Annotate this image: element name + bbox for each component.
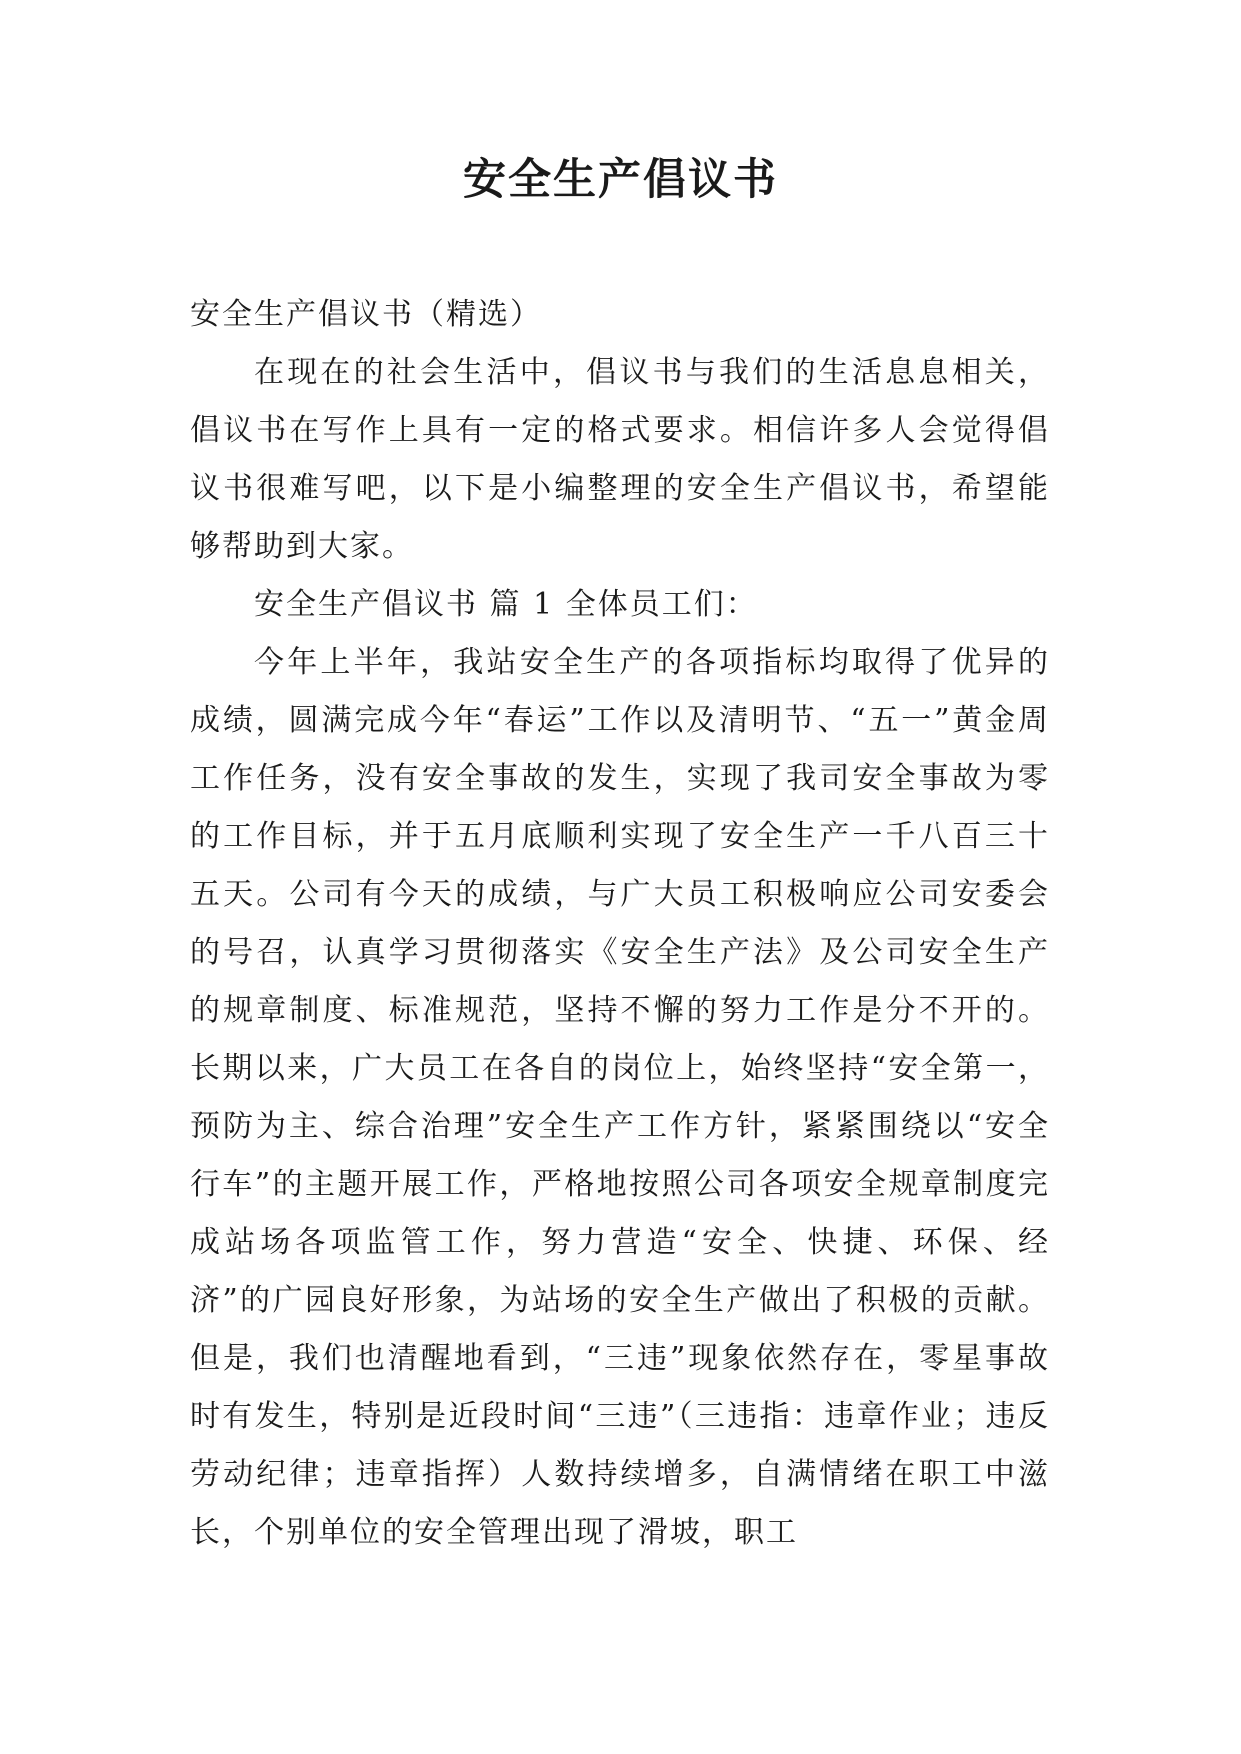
- main-paragraph: 今年上半年，我站安全生产的各项指标均取得了优异的成绩，圆满完成今年“春运”工作以及清明节、“五一”黄金周工作任务，没有安全事故的发生，实现了我司安全事故为零的工作目标，并于五月底顺利实现了安全生产一千八百三十五天。公司有今天的成绩，与广大员工积极响应公司安委会的号召，认真学习贯彻落实《安全生产法》及公司安全生产的规章制度、标准规范，坚持不懈的努力工作是分不开的。长期以来，广大员工在各自的岗位上，始终坚持“安全第一，预防为主、综合治理”安全生产工作方针，紧紧围绕以“安全行车”的主题开展工作，严格地按照公司各项安全规章制度完成站场各项监管工作，努力营造“安全、快捷、环保、经济”的广园良好形象，为站场的安全生产做出了积极的贡献。但是，我们也清醒地看到，“三违”现象依然存在，零星事故时有发生，特别是近段时间“三违”（三违指：违章作业；违反劳动纪律；违章指挥）人数持续增多，自满情绪在职工中滋长，个别单位的安全管理出现了滑坡，职工: [190, 645, 1050, 1550]
- section-heading-paragraph: 安全生产倡议书 篇 1 全体员工们：: [254, 587, 758, 622]
- document-body: [190, 286, 1050, 1562]
- subtitle-paragraph: 安全生产倡议书（精选）: [190, 297, 542, 332]
- document-title: 安全生产倡议书: [463, 155, 778, 205]
- intro-paragraph: 在现在的社会生活中，倡议书与我们的生活息息相关，倡议书在写作上具有一定的格式要求。相信许多人会觉得倡议书很难写吧，以下是小编整理的安全生产倡议书，希望能够帮助到大家。: [190, 355, 1050, 564]
